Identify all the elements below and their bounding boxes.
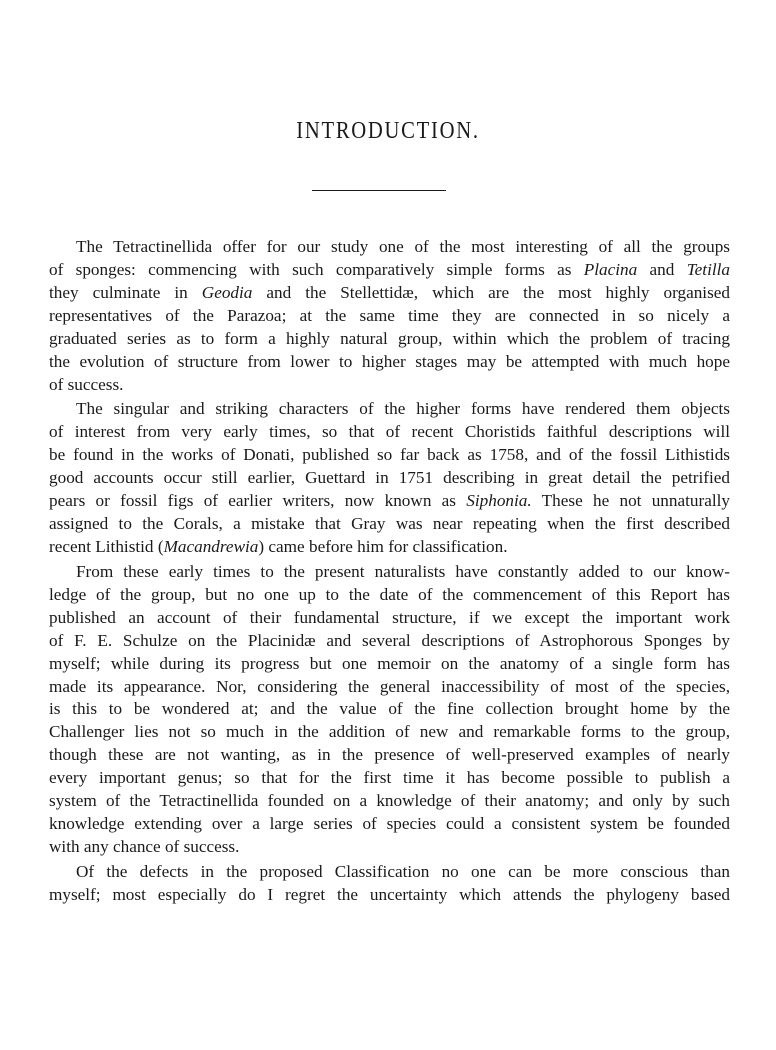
text-line: with any chance of success. bbox=[49, 836, 240, 856]
text-line: every important genus; so that for the first time it has become possible to publish a bbox=[49, 768, 730, 788]
italic-term: Siphonia. bbox=[466, 491, 532, 511]
text-line: myself; most especially do I regret the uncertainty which attends the phylogeny based bbox=[49, 884, 730, 904]
text-line: graduated series as to form a highly natural group, within which the problem of tracing bbox=[49, 328, 730, 348]
paragraph bbox=[49, 398, 730, 558]
italic-term: Tetilla bbox=[686, 259, 730, 279]
italic-term: Macandrewia bbox=[163, 536, 259, 556]
text-line: published an account of their fundamental structure, if we except the important work bbox=[49, 607, 730, 627]
text-line: of sponges: commencing with such comparatively simple forms as Placina and Tetilla bbox=[49, 259, 730, 279]
text-line: good accounts occur still earlier, Guettard in 1751 describing in great detail the petrified bbox=[49, 468, 730, 488]
text-line: the evolution of structure from lower to higher stages may be attempted with much hope bbox=[49, 351, 730, 371]
italic-term: Geodia bbox=[201, 282, 253, 302]
text-line: The Tetractinellida offer for our study one of the most interesting of all the groups bbox=[76, 237, 730, 256]
body-text bbox=[49, 236, 730, 907]
page-title: INTRODUCTION. bbox=[296, 118, 480, 144]
text-line: Challenger lies not so much in the addition of new and remarkable forms to the group, bbox=[49, 722, 730, 742]
text-line: system of the Tetractinellida founded on a knowledge of their anatomy; and only by such bbox=[49, 791, 730, 811]
text-line: of F. E. Schulze on the Placinidæ and several descriptions of Astrophorous Sponges by bbox=[49, 630, 730, 650]
text-line: knowledge extending over a large series of species could a consistent system be founded bbox=[49, 814, 730, 834]
text-line: though these are not wanting, as in the presence of well-preserved examples of nearly bbox=[49, 745, 730, 765]
paragraph bbox=[49, 861, 730, 907]
text-line: pears or fossil figs of earlier writers, now known as Siphonia. These he not unnaturally bbox=[49, 491, 730, 511]
text-line: of interest from very early times, so that of recent Choristids faithful descriptions will bbox=[49, 422, 730, 442]
text-line: is this to be wondered at; and the value of the fine collection brought home by the bbox=[49, 699, 730, 719]
text-line: recent Lithistid (Macandrewia) came before him for classification. bbox=[49, 536, 508, 556]
text-line: they culminate in Geodia and the Stellettidæ, which are the most highly organised bbox=[49, 282, 730, 302]
text-line: assigned to the Corals, a mistake that Gray was near repeating when the first described bbox=[49, 514, 730, 534]
text-line: From these early times to the present naturalists have constantly added to our know- bbox=[76, 561, 730, 581]
text-line: be found in the works of Donati, published so far back as 1758, and of the fossil Lithistids bbox=[49, 445, 730, 465]
text-line: of success. bbox=[49, 374, 124, 394]
paragraph bbox=[49, 561, 730, 859]
paragraph bbox=[49, 236, 730, 396]
title-divider bbox=[312, 190, 446, 191]
text-line: made its appearance. Nor, considering the general inaccessibility of most of the species, bbox=[49, 676, 730, 696]
text-line: ledge of the group, but no one up to the date of the commencement of this Report has bbox=[49, 584, 730, 604]
italic-term: Placina bbox=[583, 259, 638, 279]
text-line: The singular and striking characters of the higher forms have rendered them objects bbox=[76, 399, 730, 419]
text-line: representatives of the Parazoa; at the same time they are connected in so nicely a bbox=[49, 305, 730, 325]
text-line: myself; while during its progress but one memoir on the anatomy of a single form has bbox=[49, 653, 730, 673]
text-line: Of the defects in the proposed Classification no one can be more conscious than bbox=[76, 861, 730, 881]
